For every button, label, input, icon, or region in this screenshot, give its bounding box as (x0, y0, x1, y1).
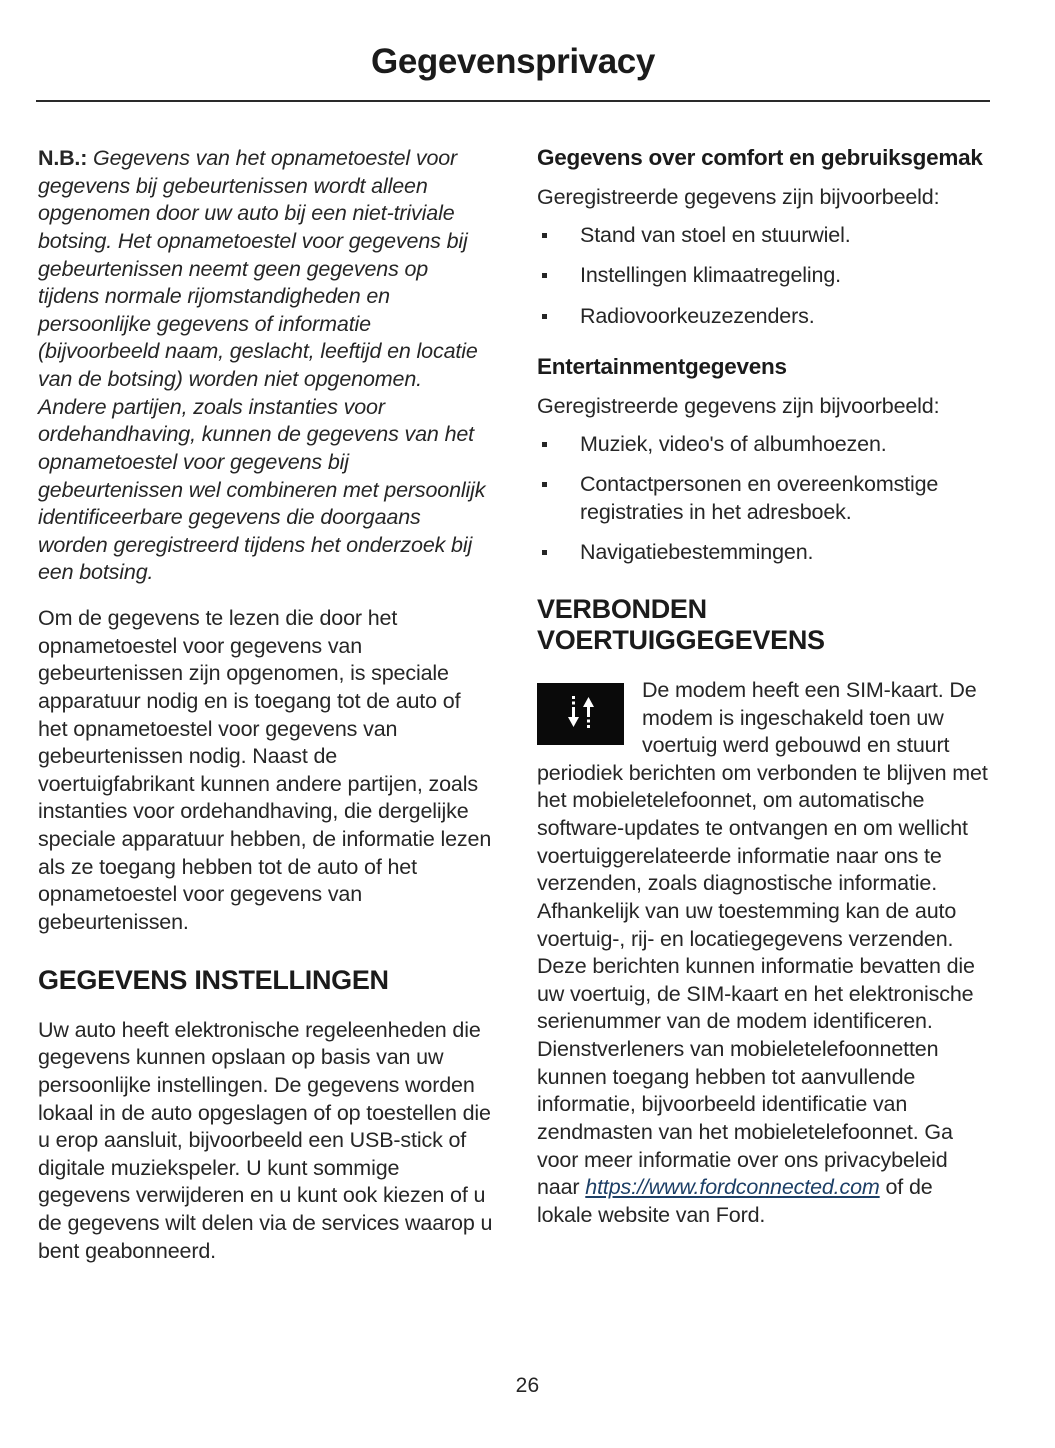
list-item: Muziek, video's of albumhoezen. (537, 431, 992, 458)
note-text: Gegevens van het opnametoestel voor gegevens bij gebeurtenissen wordt alleen opgenomen door uw auto bij een niet-triviale botsing. Het opnametoestel voor gegevens bij gebeurtenissen neemt geen gegevens op tijdens normale rijomstandigheden en persoonlijke gegevens of informatie (bijvoorbeeld naam, geslacht, leeftijd en locatie van de botsing) worden niet opgenomen. Andere partijen, zoals instanties voor ordehandhaving, kunnen de gegevens van het opnametoestel voor gegevens bij gebeurtenissen wel combineren met persoonlijk identificeerbare gegevens die doorgaans worden geregistreerd tijdens het onderzoek bij een botsing. (38, 146, 486, 585)
right-column (537, 145, 992, 1229)
note-label: N.B.: (38, 146, 88, 170)
entertainment-list (537, 431, 992, 567)
list-item: Stand van stoel en stuurwiel. (537, 222, 992, 249)
header-divider (36, 100, 990, 102)
page-title: Gegevensprivacy (371, 42, 655, 81)
left-paragraph-1: Om de gegevens te lezen die door het opnametoestel voor gegevens van gebeurtenissen zijn opgenomen, is speciale apparatuur nodig en is toegang tot de auto of het opnametoestel voor gegevens van gebeurtenissen nodig. Naast de voertuigfabrikant kunnen andere partijen, zoals instanties voor ordehandhaving, die dergelijke speciale apparatuur hebben, de informatie lezen als ze toegang hebben tot de auto of het opnametoestel voor gegevens van gebeurtenissen. (38, 606, 492, 934)
content-columns (38, 145, 992, 1281)
heading-entertainmentgegevens: Entertainmentgegevens (537, 354, 787, 380)
page-number: 26 (515, 1374, 540, 1397)
list-item: Instellingen klimaatregeling. (537, 262, 992, 289)
heading-verbonden-voertuiggegevens: VERBONDEN VOERTUIGGEGEVENS (537, 594, 825, 655)
list-item: Navigatiebestemmingen. (537, 539, 992, 566)
note-paragraph (38, 145, 493, 587)
comfort-list (537, 222, 992, 330)
connected-text-before-link: De modem heeft een SIM-kaart. De modem is ingeschakeld toen uw voertuig werd gebouwd en stuurt periodiek berichten om verbonden te blijven met het mobieletelefoonnet, om automatische software-updates te ontvangen en om wellicht voertuiggerelateerde informatie naar ons te verzenden, zoals diagnostische informatie. Afhankelijk van uw toestemming kan de auto voertuig-, rij- en locatiegegevens verzenden. Deze berichten kunnen informatie bevatten die uw voertuig, de SIM-kaart en het elektronische serienummer van de modem identificeren. Dienstverleners van mobieletelefoonnetten kunnen toegang hebben tot aanvullende informatie, bijvoorbeeld identificatie van zendmasten van het mobieletelefoonnet. Ga voor meer informatie over ons privacybeleid naar (537, 677, 988, 1200)
list-item: Radiovoorkeuzezenders. (537, 303, 992, 330)
left-column (38, 145, 493, 1281)
connected-vehicle-block (537, 677, 992, 1230)
settings-paragraph: Uw auto heeft elektronische regeleenheden die gegevens kunnen opslaan op basis van uw persoonlijke instellingen. De gegevens worden lokaal in de auto opgeslagen of op toestellen die u erop aansluit, bijvoorbeeld een USB-stick of digitale muziekspeler. U kunt sommige gegevens verwijderen en u kunt ook kiezen of u de gegevens wilt delen via de services waarop u bent geabonneerd. (38, 1017, 493, 1263)
connected-vehicle-paragraph (537, 677, 992, 1230)
connected-text-after-link: of de lokale website van Ford. (537, 1175, 933, 1227)
heading-gegevens-instellingen: GEGEVENS INSTELLINGEN (38, 964, 389, 995)
fordconnected-link[interactable]: https://www.fordconnected.com (585, 1175, 880, 1200)
list-item: Contactpersonen en overeenkomstige registraties in het adresboek. (537, 471, 992, 526)
comfort-intro: Geregistreerde gegevens zijn bijvoorbeeld: (537, 185, 940, 210)
page-header (36, 44, 990, 81)
entertainment-intro: Geregistreerde gegevens zijn bijvoorbeeld: (537, 394, 940, 419)
data-transfer-icon (537, 683, 624, 745)
heading-comfort-gebruiksgemak: Gegevens over comfort en gebruiksgemak (537, 145, 983, 170)
